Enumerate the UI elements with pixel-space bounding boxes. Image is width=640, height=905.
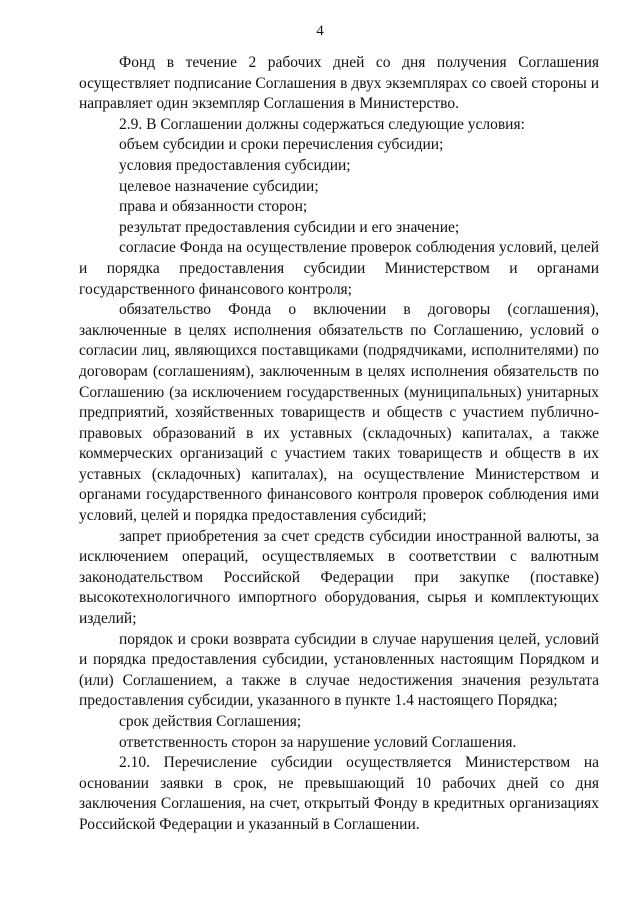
paragraph-2-9-heading: 2.9. В Соглашении должны содержаться следующие условия: [119,115,525,133]
paragraph-2-10-transfer: 2.10. Перечисление субсидии осуществляется Министерством на основании заявки в срок, не превышающий 10 рабочих дней со дня заключения Соглашения, на счет, открытый Фонду в кредитных организациях Российской Федерации и указанный в Соглашении. [79,754,599,833]
condition-refund-procedure: порядок и сроки возврата субсидии в случае нарушения целей, условий и порядка предоставления субсидии, установленных настоящим Порядком и (или) Соглашением, а также в случае недостижения значения результата предоставления субсидии, указанного в пункте 1.4 настоящего Порядка; [79,630,599,710]
condition-contract-obligation: обязательство Фонда о включении в договоры (соглашения), заключенные в целях исполнения обязательств по Соглашению, условий о согласии лиц, являющихся поставщиками (подрядчиками, исполнителями) по договорам (соглашениям), заключенным в целях исполнения обязательств по Соглашению (за исключением государственных (муниципальных) унитарных предприятий, хозяйственных товариществ и обществ с участием публично-правовых образований в их уставных (складочных) капиталах, а также коммерческих организаций с участием таких товариществ и обществ в их уставных (складочных) капиталах), на осуществление Министерством и органами государственного финансового контроля проверок соблюдения ими условий, целей и порядка предоставления субсидий; [79,301,599,525]
paragraph-fund-signing: Фонд в течение 2 рабочих дней со дня получения Соглашения осуществляет подписание Соглашения в двух экземплярах со своей стороны и направляет один экземпляр Соглашения в Министерство. [79,54,599,113]
condition-provision-terms: условия предоставления субсидии; [119,156,351,174]
condition-currency-ban: запрет приобретения за счет средств субсидии иностранной валюты, за исключением операций, осуществляемых в соответствии с валютным законодательством Российской Федерации при закупке (поставке) высокотехнологичного импортного оборудования, сырья и комплектующих изделий; [79,527,599,628]
document-body [79,53,599,836]
condition-inspection-consent: согласие Фонда на осуществление проверок соблюдения условий, целей и порядка предоставления субсидии Министерством и органами государственного финансового контроля; [79,239,599,298]
condition-validity-period: срок действия Соглашения; [119,713,302,730]
condition-liability: ответственность сторон за нарушение условий Соглашения. [119,733,517,751]
condition-rights-obligations: права и обязанности сторон; [119,198,308,216]
condition-result: результат предоставления субсидии и его значение; [119,218,460,236]
condition-subsidy-amount: объем субсидии и сроки перечисления субсидии; [119,136,444,154]
page-number: 4 [316,23,324,39]
condition-purpose: целевое назначение субсидии; [119,177,319,195]
